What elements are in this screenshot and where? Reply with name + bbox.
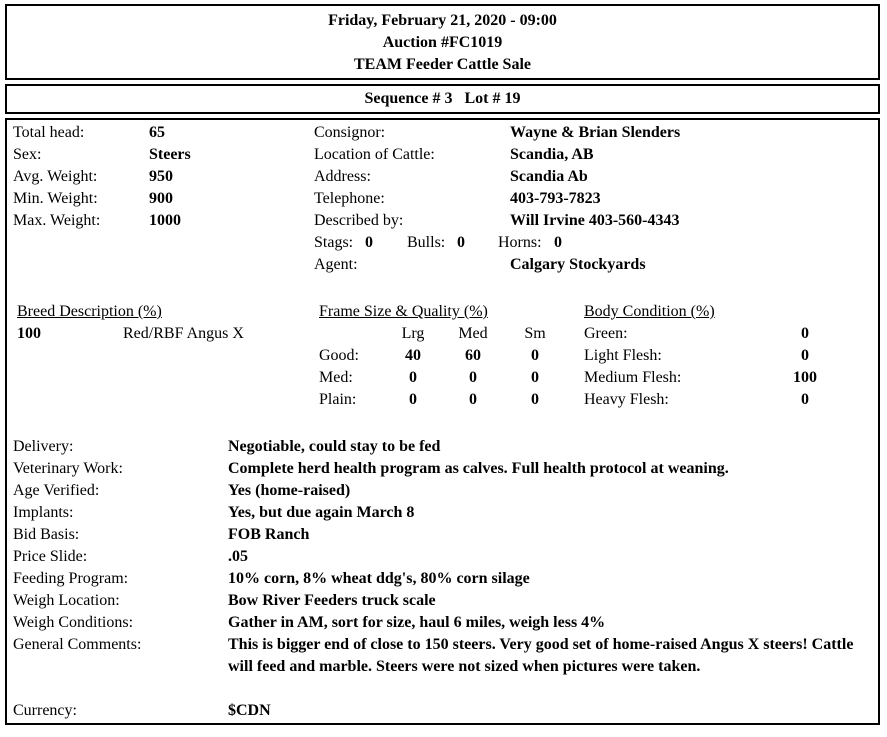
body-condition-value: 0 [801,347,809,364]
frame-cell: 0 [409,369,417,386]
avg-weight-value: 950 [149,168,173,185]
bid-basis-label: Bid Basis: [13,526,80,543]
breed-name: Red/RBF Angus X [123,325,244,342]
sale-datetime: Friday, February 21, 2020 - 09:00 [328,12,557,29]
feeding-program-value: 10% corn, 8% wheat ddg's, 80% corn silage [228,570,530,587]
frame-cell: 0 [531,347,539,364]
described-by-label: Described by: [314,212,404,229]
total-head-label: Total head: [13,124,85,141]
bid-basis-value: FOB Ranch [228,526,310,543]
frame-cell: 0 [469,391,477,408]
body-condition-value: 0 [801,391,809,408]
price-slide-value: .05 [228,548,248,565]
min-weight-value: 900 [149,190,173,207]
body-condition-label: Light Flesh: [584,347,662,364]
sex-value: Steers [149,146,191,163]
body-condition-heading: Body Condition (%) [584,303,715,320]
age-verified-value: Yes (home-raised) [228,482,351,499]
veterinary-work-label: Veterinary Work: [13,460,123,477]
weigh-conditions-value: Gather in AM, sort for size, haul 6 miles, weigh less 4% [228,614,606,631]
location-label: Location of Cattle: [314,146,435,163]
bulls-value: 0 [457,234,465,251]
frame-cell: 0 [531,369,539,386]
frame-cell: 0 [469,369,477,386]
agent-value: Calgary Stockyards [510,256,646,273]
lot-details [5,118,880,725]
stags-label: Stags: [314,234,354,251]
max-weight-value: 1000 [149,212,181,229]
frame-row-label: Plain: [319,391,357,408]
general-comments-value: This is bigger end of close to 150 steers. Very good set of home-raised Angus X steers! Cattle will feed and marble. Steers were not sized when pictures were taken. [228,636,854,675]
frame-cell: 40 [405,347,421,364]
telephone-value: 403-793-7823 [510,190,601,207]
veterinary-work-value: Complete herd health program as calves. Full health protocol at weaning. [228,460,729,477]
body-condition-label: Medium Flesh: [584,369,682,386]
sequence-lot: Sequence # 3 Lot # 19 [364,90,521,107]
sequence-header [5,84,880,114]
consignor-label: Consignor: [314,124,386,141]
body-condition-label: Green: [584,325,628,342]
horns-label: Horns: [498,234,542,251]
age-verified-label: Age Verified: [13,482,100,499]
sex-label: Sex: [13,146,42,163]
frame-size-heading: Frame Size & Quality (%) [319,303,488,320]
min-weight-label: Min. Weight: [13,190,98,207]
frame-cell: 60 [465,347,481,364]
weigh-conditions-label: Weigh Conditions: [13,614,134,631]
address-value: Scandia Ab [510,168,588,185]
breed-percent: 100 [17,325,41,342]
frame-row-label: Med: [319,369,353,386]
described-by-value: Will Irvine 403-560-4343 [510,212,680,229]
frame-col-lrg: Lrg [401,325,425,342]
price-slide-label: Price Slide: [13,548,88,565]
frame-cell: 0 [409,391,417,408]
avg-weight-label: Avg. Weight: [13,168,98,185]
frame-cell: 0 [531,391,539,408]
body-condition-value: 0 [801,325,809,342]
delivery-value: Negotiable, could stay to be fed [228,438,441,455]
stags-value: 0 [365,234,373,251]
consignor-value: Wayne & Brian Slenders [510,124,681,141]
body-condition-value: 100 [793,369,817,386]
sale-name: TEAM Feeder Cattle Sale [354,56,531,73]
implants-value: Yes, but due again March 8 [228,504,415,521]
frame-col-sm: Sm [524,325,546,342]
address-label: Address: [314,168,371,185]
feeding-program-label: Feeding Program: [13,570,129,587]
horns-value: 0 [554,234,562,251]
bulls-label: Bulls: [407,234,446,251]
implants-label: Implants: [13,504,74,521]
sale-header [5,4,880,80]
frame-row-label: Good: [319,347,359,364]
delivery-label: Delivery: [13,438,74,455]
max-weight-label: Max. Weight: [13,212,101,229]
location-value: Scandia, AB [510,146,594,163]
auction-number: Auction #FC1019 [382,34,503,51]
breed-description-heading: Breed Description (%) [17,303,162,320]
body-condition-label: Heavy Flesh: [584,391,669,408]
currency-value: $CDN [228,702,271,719]
general-comments-label: General Comments: [13,636,142,653]
telephone-label: Telephone: [314,190,385,207]
weigh-location-label: Weigh Location: [13,592,120,609]
currency-label: Currency: [13,702,77,719]
frame-col-med: Med [458,325,488,342]
total-head-value: 65 [149,124,165,141]
agent-label: Agent: [314,256,358,273]
weigh-location-value: Bow River Feeders truck scale [228,592,436,609]
